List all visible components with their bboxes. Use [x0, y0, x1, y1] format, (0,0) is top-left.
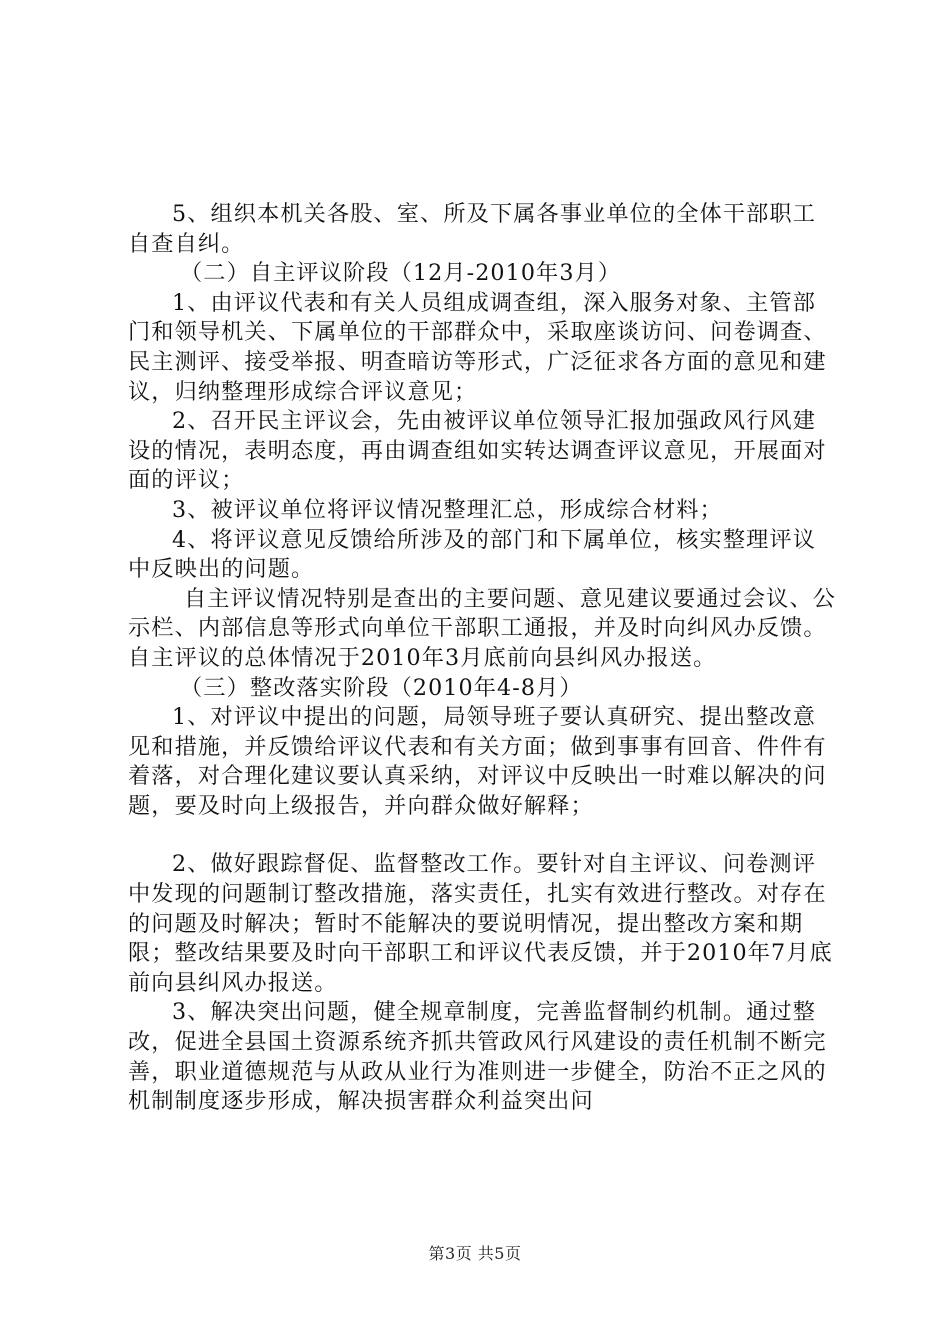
paragraph-summary: 自主评议情况特别是查出的主要问题、意见建议要通过会议、公示栏、内部信息等形式向单位干部职工通报，并及时向纠风办反馈。自主评议的总体情况于2010年3月底前向县纠风办报送。	[128, 585, 837, 671]
paragraph-item-3: 3、被评议单位将评议情况整理汇总，形成综合材料；	[172, 496, 723, 523]
paragraph-item-1: 1、由评议代表和有关人员组成调查组，深入服务对象、主管部门和领导机关、下属单位的干部群众中，采取座谈访问、问卷调查、民主测评、接受举报、明查暗访等形式，广泛征求各方面的意见和建议，归纳整理形成综合评议意见；	[128, 289, 827, 405]
paragraph-item-5: 5、组织本机关各股、室、所及下属各事业单位的全体干部职工自查自纠。	[128, 201, 816, 257]
paragraph-rectify-2: 2、做好跟踪督促、监督整改工作。要针对自主评议、问卷测评中发现的问题制订整改措施，落实责任，扎实有效进行整改。对存在的问题及时解决；暂时不能解决的要说明情况，提出整改方案和期限；整改结果要及时向干部职工和评议代表反馈，并于2010年7月底前向县纠风办报送。	[128, 851, 833, 996]
document-body	[128, 200, 838, 1117]
page-number-footer: 第3页 共5页	[428, 1244, 522, 1263]
section-heading-3: （三）整改落实阶段（2010年4-8月）	[180, 674, 583, 701]
paragraph-item-4: 4、将评议意见反馈给所涉及的部门和下属单位，核实整理评议中反映出的问题。	[128, 526, 816, 583]
paragraph-item-2: 2、召开民主评议会，先由被评议单位领导汇报加强政风行风建设的情况，表明态度，再由调查组如实转达调查评议意见，开展面对面的评议；	[128, 408, 827, 494]
paragraph-rectify-3: 3、解决突出问题，健全规章制度，完善监督制约机制。通过整改，促进全县国土资源系统齐抓共管政风行风建设的责任机制不断完善，职业道德规范与从政从业行为准则进一步健全，防治不正之风的机制制度逐步形成，解决损害群众利益突出问	[128, 999, 827, 1115]
paragraph-rectify-1: 1、对评议中提出的问题，局领导班子要认真研究、提出整改意见和措施，并反馈给评议代表和有关方面；做到事事有回音、件件有着落，对合理化建议要认真采纳，对评议中反映出一时难以解决的问题，要及时向上级报告，并向群众做好解释；	[128, 704, 827, 819]
section-heading-2: （二）自主评议阶段（12月-2010年3月）	[180, 260, 622, 287]
